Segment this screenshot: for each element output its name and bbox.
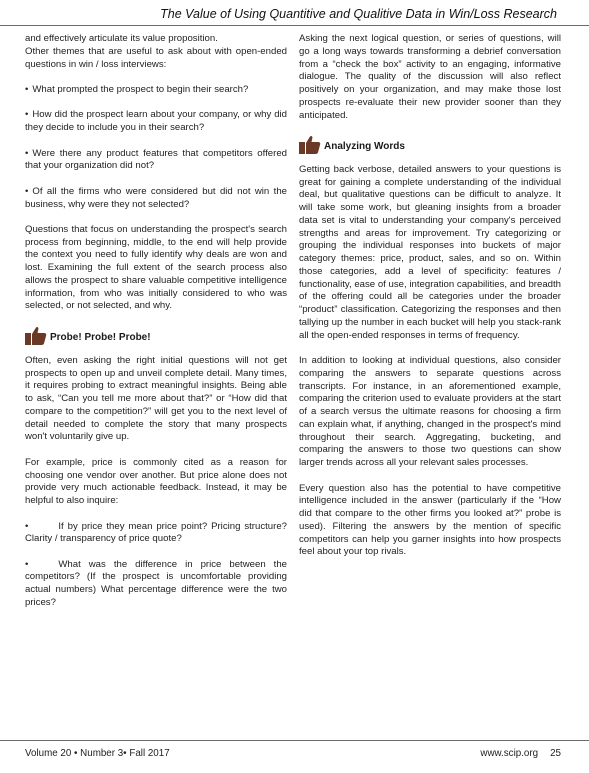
- section-heading-text: Probe! Probe! Probe!: [50, 331, 151, 343]
- bullet-item: • Were there any product features that competitors offered that your organization did not?: [25, 148, 287, 174]
- page-number: 25: [550, 748, 561, 759]
- section-heading-probe: [25, 326, 287, 345]
- paragraph: and effectively articulate its value proposition.: [25, 33, 218, 44]
- section-heading-analyzing: [299, 135, 561, 154]
- thumbs-up-icon: [25, 326, 47, 345]
- bullet-item: • How did the prospect learn about your company, or why did they decide to include you in their search?: [25, 109, 287, 135]
- footer-right: [480, 748, 561, 759]
- website-link[interactable]: www.scip.org: [480, 748, 539, 759]
- paragraph: Getting back verbose, detailed answers to your questions is great for gaining a complete understanding of the individual deal, but qualitative questions can be difficult to analyze. It will take some work, but gleaning insights from a broader data set is vital to understanding your company's perceived strengths and areas for improvement. Try categorizing or grouping the individual responses into buckets of major category themes: price, product, sales, and so on. Within those categories, add a level of specificity: features / functionality, ease of use, integration capabilities, and breadth of the offering could all be categories under the broader “product” classification. Categorizing the responses and then tallying up the number in each bucket will help you stack-rank all the open-ended responses in terms of frequency.: [299, 163, 561, 341]
- paragraph: For example, price is commonly cited as a reason for choosing one vendor over another. But price alone does not provide very much actionable feedback. Instead, it may be helpful to also inquire:: [25, 456, 287, 507]
- paragraph: Other themes that are useful to ask about with open-ended questions in win / loss interviews:: [25, 45, 287, 70]
- paragraph: Questions that focus on understanding the prospect's search process from beginning, middle, to the end will help provide the context you need to fully identify why deals are won and lost. Examining the full extent of the search process also allows the prospect to share valuable competitive intelligence information, from who was initially considered to who was selected, or not selected, and why.: [25, 223, 287, 312]
- running-title: The Value of Using Quantitive and Qualitive Data in Win/Loss Research: [160, 7, 557, 21]
- bullet-item: • What was the difference in price between the competitors? (If the prospect is uncomfortable providing actual numbers) What percentage difference were the two prices?: [25, 559, 287, 610]
- paragraph: Often, even asking the right initial questions will not get prospects to open up and unveil complete detail. Many times, it requires probing to extract meaningful insights. Being able to ask, “Can you tell me more about that?” or “How did that compare to the competition?” will get you to the next level of detail needed to complete the story that many prospects won't voluntarily give up.: [25, 354, 287, 443]
- thumbs-up-icon: [299, 135, 321, 154]
- page-footer: [0, 740, 589, 773]
- section-heading-text: Analyzing Words: [324, 140, 405, 152]
- bullet-item: • What prompted the prospect to begin their search?: [25, 84, 287, 97]
- paragraph: Every question also has the potential to have competitive intelligence included in the answer (particularly if the “How did that compare to the other firms you looked at?” probe is used). Filtering the answers by the mention of specific competitors can help you garner insights into how prospects feel about your top rivals.: [299, 482, 561, 558]
- bullet-item: • Of all the firms who were considered but did not win the business, why were they not selected?: [25, 186, 287, 212]
- right-column: [299, 33, 561, 572]
- issue-info: Volume 20 • Number 3• Fall 2017: [25, 748, 170, 759]
- paragraph: Asking the next logical question, or series of questions, will go a long ways towards transforming a debrief conversation from a “check the box” activity to an engaging, informative dialogue. The quality of the discussion will also reflect positively on your organization, and may make those lost prospects re-evaluate their new provider sooner than they anticipated.: [299, 33, 561, 121]
- page-header: [0, 0, 589, 26]
- paragraph: In addition to looking at individual questions, also consider comparing the answers to separate questions across transcripts. For instance, in an aforementioned example, comparing the criterion used to evaluate providers at the start of a search versus the ultimate reasons for choosing a firm can explain what, if anything, changed in the prospect's mind throughout their search. Aggregating, bucketing, and comparing the answers to those two questions can show larger trends across all your relevant sales processes.: [299, 355, 561, 469]
- left-column: [25, 33, 287, 622]
- bullet-item: • If by price they mean price point? Pricing structure? Clarity / transparency of price quote?: [25, 521, 287, 547]
